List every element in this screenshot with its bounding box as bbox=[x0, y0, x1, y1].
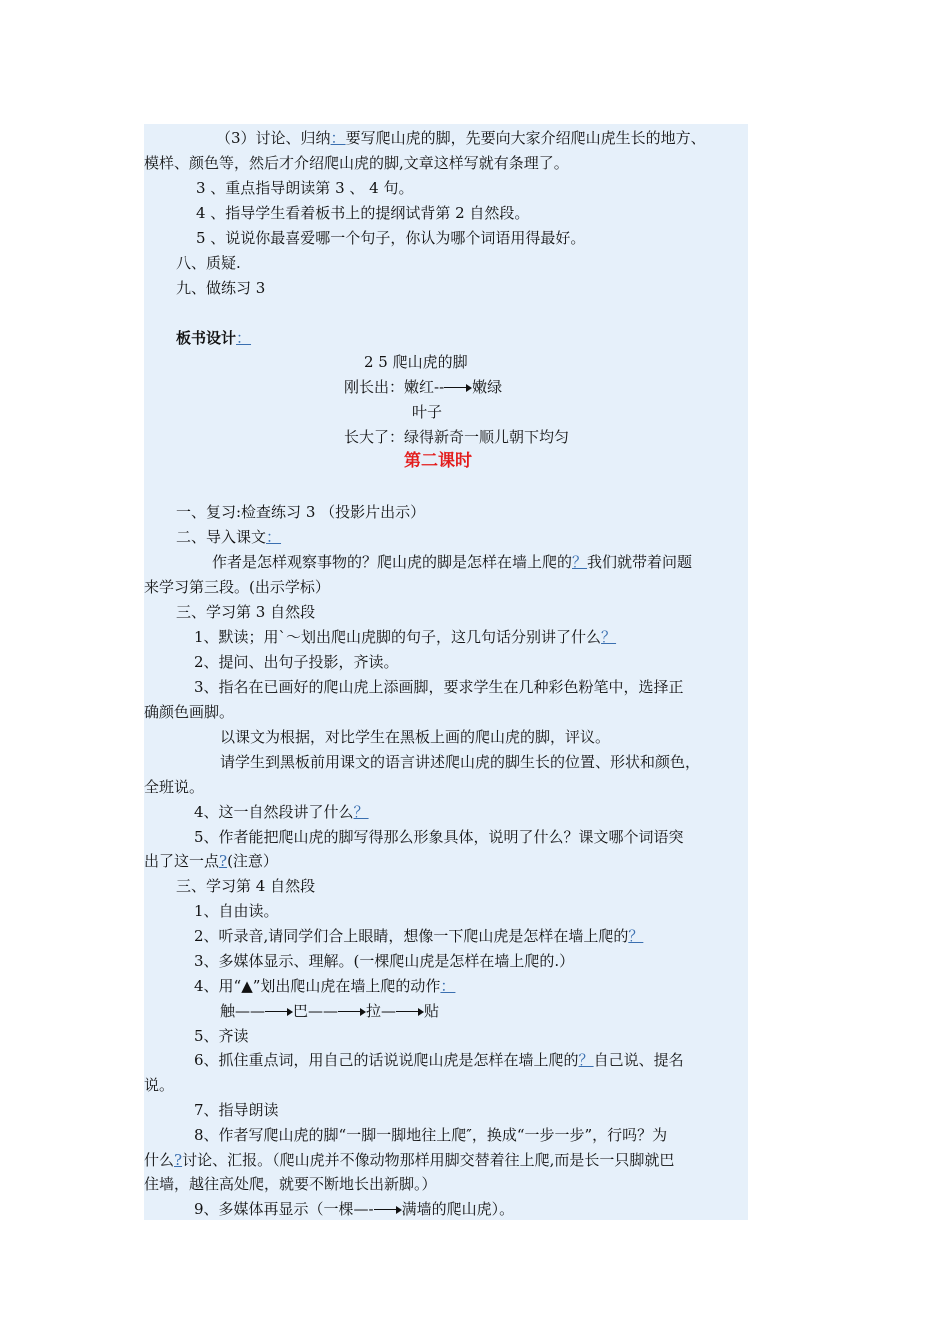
text-span: 4、用“▲”划出爬山虎在墙上爬的动作 bbox=[194, 977, 441, 995]
underlined-mark: ？ bbox=[578, 1051, 594, 1069]
text-line: 3 、重点指导朗读第 3 、 4 句。 bbox=[196, 179, 414, 197]
text-line bbox=[144, 1150, 674, 1170]
text-line: 3、指名在已画好的爬山虎上添画脚，要求学生在几种彩色粉笔中，选择正 bbox=[194, 678, 684, 696]
text-line bbox=[176, 527, 281, 547]
text-span: 刚长出：嫩红-- bbox=[344, 378, 445, 396]
text-span: 拉— bbox=[366, 1002, 397, 1020]
board-design-heading bbox=[176, 328, 251, 348]
text-line bbox=[194, 802, 369, 822]
text-line: 八、质疑. bbox=[176, 254, 241, 272]
underlined-mark: ? bbox=[174, 1151, 183, 1169]
underlined-mark: ： bbox=[330, 129, 346, 147]
text-span: 触—— bbox=[220, 1002, 266, 1020]
action-sequence bbox=[220, 1001, 439, 1021]
text-line bbox=[344, 377, 502, 397]
text-line: 一、复习:检查练习 3 （投影片出示） bbox=[176, 503, 426, 521]
text-line: 说。 bbox=[144, 1076, 175, 1094]
text-line: 请学生到黑板前用课文的语言讲述爬山虎的脚生长的位置、形状和颜色， bbox=[220, 753, 701, 771]
arrow-icon bbox=[265, 1007, 293, 1017]
text-line: 三、学习第 3 自然段 bbox=[176, 603, 316, 621]
text-line: 5 、说说你最喜爱哪一个句子，你认为哪个词语用得最好。 bbox=[196, 229, 586, 247]
text-line: 三、学习第 4 自然段 bbox=[176, 877, 316, 895]
text-line: 叶子 bbox=[412, 403, 443, 421]
underlined-mark: ？ bbox=[601, 628, 617, 646]
text-span: 6、抓住重点词，用自己的话说说爬山虎是怎样在墙上爬的 bbox=[194, 1051, 579, 1069]
text-line: 3、多媒体显示、理解。(一棵爬山虎是怎样在墙上爬的.） bbox=[194, 952, 575, 970]
underlined-mark: ？ bbox=[353, 803, 369, 821]
underlined-mark: ? bbox=[219, 852, 228, 870]
text-line: 来学习第三段。(出示学标） bbox=[144, 578, 330, 596]
text-line: 4 、指导学生看着板书上的提纲试背第 2 自然段。 bbox=[196, 204, 530, 222]
text-line: 1、自由读。 bbox=[194, 902, 279, 920]
text-span: 讨论、汇报。（爬山虎并不像动物那样用脚交替着往上爬,而是长一只脚就巴 bbox=[182, 1151, 675, 1169]
text-line bbox=[194, 627, 616, 647]
text-line: 确颜色画脚。 bbox=[144, 703, 235, 721]
text-line: 住墙，越往高处爬，就要不断地长出新脚。） bbox=[144, 1175, 437, 1193]
text-span: 什么 bbox=[144, 1151, 175, 1169]
arrow-icon bbox=[396, 1007, 424, 1017]
text-line bbox=[194, 1199, 514, 1219]
arrow-icon bbox=[338, 1007, 366, 1017]
text-span: 我们就带着问题 bbox=[587, 553, 693, 571]
text-span: 要写爬山虎的脚，先要向大家介绍爬山虎生长的地方、 bbox=[345, 129, 706, 147]
text-span: 出了这一点 bbox=[144, 852, 220, 870]
arrow-icon bbox=[444, 383, 472, 393]
text-span: 1、默读；用`～划出爬山虎脚的句子，这几句话分别讲了什么 bbox=[194, 628, 602, 646]
arrow-icon bbox=[374, 1205, 402, 1215]
underlined-mark: ： bbox=[236, 329, 252, 347]
text-line bbox=[194, 926, 643, 946]
text-line bbox=[212, 552, 692, 572]
text-line: 7、指导朗读 bbox=[194, 1101, 279, 1119]
text-span: 二、导入课文 bbox=[176, 528, 267, 546]
text-line bbox=[216, 128, 706, 148]
text-line bbox=[194, 976, 455, 996]
text-line: 长大了：绿得新奇一顺儿朝下均匀 bbox=[344, 428, 570, 446]
text-line: 全班说。 bbox=[144, 778, 205, 796]
text-span: 嫩绿 bbox=[472, 378, 503, 396]
text-span: 2、听录音,请同学们合上眼睛，想像一下爬山虎是怎样在墙上爬的 bbox=[194, 927, 629, 945]
text-line: 模样、颜色等，然后才介绍爬山虎的脚,文章这样写就有条理了。 bbox=[144, 154, 569, 172]
text-span: 4、这一自然段讲了什么 bbox=[194, 803, 354, 821]
text-span: 巴—— bbox=[293, 1002, 339, 1020]
text-span: （3）讨论、归纳 bbox=[216, 129, 331, 147]
text-line: 以课文为根据，对比学生在黑板上画的爬山虎的脚，评议。 bbox=[220, 728, 611, 746]
text-line bbox=[194, 1050, 684, 1070]
text-line: 九、做练习 3 bbox=[176, 279, 266, 297]
text-line: 5、作者能把爬山虎的脚写得那么形象具体，说明了什么？课文哪个词语突 bbox=[194, 828, 684, 846]
text-line: 8、作者写爬山虎的脚“一脚一脚地往上爬″，换成“一步一步”，行吗？为 bbox=[194, 1126, 668, 1144]
text-line bbox=[144, 851, 278, 871]
text-span: 板书设计 bbox=[176, 329, 237, 347]
text-span: 作者是怎样观察事物的？爬山虎的脚是怎样在墙上爬的 bbox=[212, 553, 573, 571]
text-span: 满墙的爬山虎）。 bbox=[401, 1200, 515, 1218]
text-line: 5、齐读 bbox=[194, 1027, 249, 1045]
underlined-mark: ： bbox=[440, 977, 456, 995]
text-span: 9、多媒体再显示（一棵—- bbox=[194, 1200, 374, 1218]
underlined-mark: ？ bbox=[572, 553, 588, 571]
underlined-mark: ？ bbox=[628, 927, 644, 945]
text-span: (注意） bbox=[227, 852, 278, 870]
underlined-mark: ： bbox=[266, 528, 282, 546]
text-span: 自己说、提名 bbox=[593, 1051, 684, 1069]
text-span: 贴 bbox=[424, 1002, 440, 1020]
section-title: 第二课时 bbox=[404, 451, 472, 471]
board-title: 2 5 爬山虎的脚 bbox=[364, 353, 468, 371]
text-line: 2、提问、出句子投影，齐读。 bbox=[194, 653, 399, 671]
